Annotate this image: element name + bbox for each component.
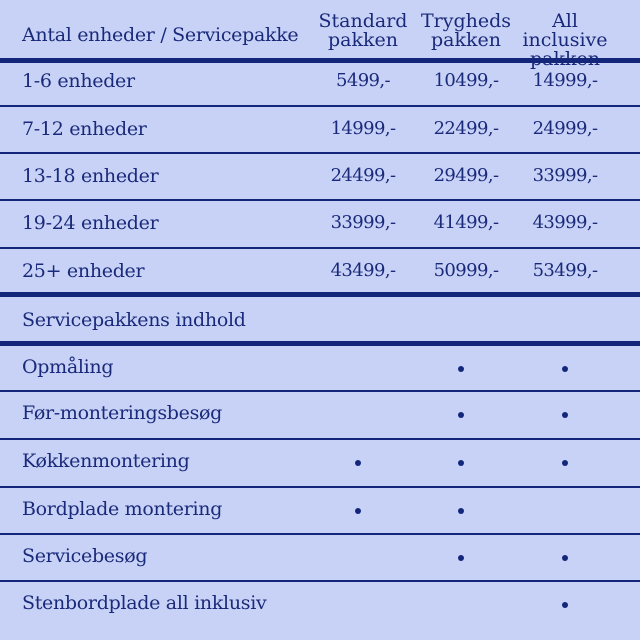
price-cell: 14999,- — [532, 70, 598, 91]
header-standard: Standard pakken — [318, 10, 408, 51]
header-label: Antal enheder / Servicepakke — [22, 24, 299, 46]
feature-label: Bordplade montering — [22, 498, 223, 520]
row-label: 13-18 enheder — [22, 165, 159, 187]
included-dot-icon — [355, 460, 361, 466]
price-cell: 10499,- — [433, 70, 499, 91]
feature-row — [0, 346, 640, 392]
included-dot-icon — [562, 460, 568, 466]
included-dot-icon — [458, 508, 464, 514]
included-dot-icon — [458, 460, 464, 466]
included-dot-icon — [562, 412, 568, 418]
price-cell: 5499,- — [335, 70, 390, 91]
included-dot-icon — [458, 366, 464, 372]
header-all-inclusive: All inclusive — [522, 10, 608, 51]
header-trygheds: Trygheds pakken — [420, 10, 512, 51]
price-cell: 50999,- — [433, 260, 499, 281]
feature-label: Køkkenmontering — [22, 450, 190, 472]
included-dot-icon — [355, 508, 361, 514]
feature-row — [0, 535, 640, 581]
table-row — [0, 153, 640, 199]
table-row — [0, 248, 640, 294]
feature-label: Servicebesøg — [22, 545, 148, 567]
table-row — [0, 106, 640, 152]
table-row — [0, 58, 640, 104]
feature-label: Før-monteringsbesøg — [22, 402, 223, 424]
price-cell: 43499,- — [330, 260, 396, 281]
table-row — [0, 200, 640, 246]
feature-label: Stenbordplade all inklusiv — [22, 592, 267, 614]
price-cell: 43999,- — [532, 212, 598, 233]
row-label: 25+ enheder — [22, 260, 145, 282]
price-cell: 24999,- — [532, 118, 598, 139]
price-cell: 29499,- — [433, 165, 499, 186]
row-label: 19-24 enheder — [22, 212, 159, 234]
feature-row — [0, 488, 640, 534]
price-cell: 53499,- — [532, 260, 598, 281]
row-label: 7-12 enheder — [22, 118, 147, 140]
feature-label: Opmåling — [22, 356, 114, 378]
price-cell: 33999,- — [532, 165, 598, 186]
included-dot-icon — [458, 412, 464, 418]
price-cell: 14999,- — [330, 118, 396, 139]
row-label: 1-6 enheder — [22, 70, 135, 92]
included-dot-icon — [562, 555, 568, 561]
feature-row — [0, 392, 640, 438]
included-dot-icon — [458, 555, 464, 561]
price-cell: 24499,- — [330, 165, 396, 186]
section-title: Servicepakkens indhold — [22, 309, 246, 331]
price-cell: 41499,- — [433, 212, 499, 233]
price-cell: 22499,- — [433, 118, 499, 139]
feature-row — [0, 440, 640, 486]
included-dot-icon — [562, 366, 568, 372]
included-dot-icon — [562, 602, 568, 608]
section-row — [0, 297, 640, 342]
feature-row — [0, 582, 640, 628]
price-cell: 33999,- — [330, 212, 396, 233]
header-row — [0, 10, 640, 58]
